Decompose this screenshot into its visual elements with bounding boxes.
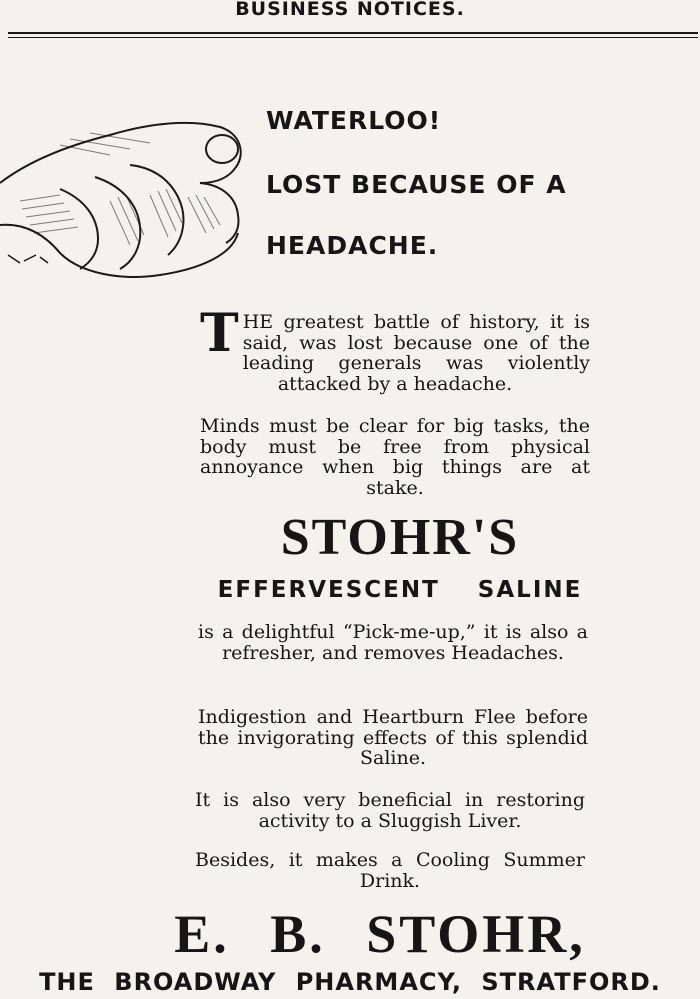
benefit-paragraph: It is also very beneficial in restoring activity to a Sluggish Liver. — [195, 789, 585, 832]
product-name: EFFERVESCENT SALINE — [217, 577, 583, 603]
section-header: BUSINESS NOTICES. — [235, 0, 465, 20]
intro-paragraph — [200, 303, 590, 395]
header-rule-secondary — [8, 37, 698, 38]
proprietor-name: E. B. STOHR, — [174, 904, 586, 964]
benefit-paragraph: Besides, it makes a Cooling Summer Drink. — [195, 849, 585, 892]
body-paragraph: Minds must be clear for big tasks, the body must be free from physical annoyance when big things are at stake. — [200, 415, 590, 499]
benefit-paragraph: is a delightful “Pick-me-up,” it is also a refresher, and removes Headaches. — [198, 621, 588, 664]
headline-line-3: HEADACHE. — [266, 231, 439, 260]
pointing-hand-icon — [0, 105, 250, 285]
headline-line-1: WATERLOO! — [266, 106, 442, 135]
brand-name: STOHR'S — [280, 509, 520, 566]
drop-cap: T — [200, 303, 239, 364]
headline-line-2: LOST BECAUSE OF A — [266, 170, 567, 199]
benefit-paragraph: Indigestion and Heartburn Flee before the invigorating effects of this splendid Saline. — [198, 706, 588, 769]
intro-text: HE greatest battle of history, it is said, was lost because one of the leading generals was violently attacked by a headache. — [242, 311, 590, 395]
footer-address: THE BROADWAY PHARMACY, STRATFORD. — [39, 968, 661, 996]
header-rule — [8, 32, 698, 34]
